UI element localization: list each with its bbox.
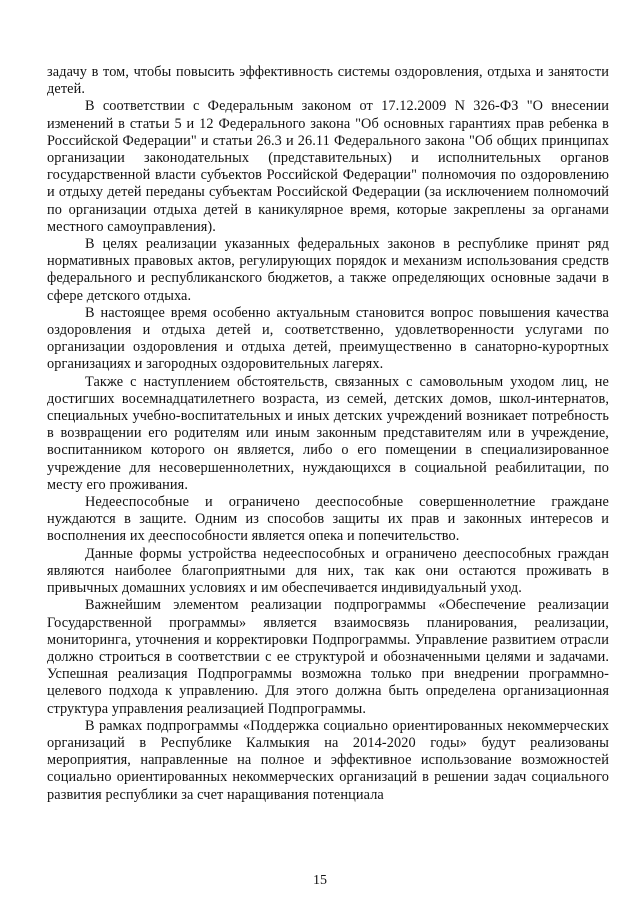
- paragraph-7: Данные формы устройства недееспособных и ограничено дееспособных граждан являются наиболее благоприятными для них, так как они остаются проживать в привычных домашних условиях и им обеспечивается индивидуальный уход.: [47, 545, 609, 597]
- paragraph-4: В настоящее время особенно актуальным становится вопрос повышения качества оздоровления и отдыха детей и, соответственно, удовлетворенности услугами по организации оздоровления и отдыха детей, преимущественно в санаторно-курортных организациях и загородных оздоровительных лагерях.: [47, 304, 609, 373]
- paragraph-2: В соответствии с Федеральным законом от 17.12.2009 N 326-ФЗ "О внесении изменений в статьи 5 и 12 Федерального закона "Об основных гарантиях прав ребенка в Российской Федерации" и статьи 26.3 и 26.11 Федерального закона "Об общих принципах организации законодательных (представительных) и исполнительных органов государственной власти субъектов Российской Федерации" полномочия по оздоровлению и отдыху детей переданы субъектам Российской Федерации (за исключением полномочий по организации отдыха детей в каникулярное время, которые закреплены за органами местного самоуправления).: [47, 98, 609, 235]
- paragraph-8: Важнейшим элементом реализации подпрограммы «Обеспечение реализации Государственной программы» является взаимосвязь планирования, реализации, мониторинга, уточнения и корректировки Подпрограммы. Управление развитием отрасли должно строиться в соответствии с ее структурой и обозначенными целями и задачами. Успешная реализация Подпрограммы возможна только при внедрении программно-целевого подхода к управлению. Для этого должна быть определена организационная структура управления реализацией Подпрограммы.: [47, 597, 609, 717]
- page-number: 15: [313, 873, 327, 888]
- paragraph-9: В рамках подпрограммы «Поддержка социально ориентированных некоммерческих организаций в Республике Калмыкия на 2014-2020 годы» будут реализованы мероприятия, направленные на полное и эффективное использование возможностей социально ориентированных некоммерческих организаций в решении задач социального развития республики за счет наращивания потенциала: [47, 717, 609, 803]
- document-body: [47, 64, 609, 804]
- paragraph-1: задачу в том, чтобы повысить эффективность системы оздоровления, отдыха и занятости детей.: [47, 64, 609, 98]
- paragraph-6: Недееспособные и ограничено дееспособные совершеннолетние граждане нуждаются в защите. Одним из способов защиты их прав и законных интересов и восполнения их дееспособности является опека и попечительство.: [47, 494, 609, 545]
- paragraph-5: Также с наступлением обстоятельств, связанных с самовольным уходом лиц, не достигших восемнадцатилетнего возраста, из семей, детских домов, школ-интернатов, специальных учебно-воспитательных и иных детских учреждений возникает потребность в возвращении его родителям или иным законным представителям или в учреждение, воспитанником которого он является, либо о его помещении в специализированное учреждение для несовершеннолетних, нуждающихся в социальной реабилитации, по месту его проживания.: [47, 373, 609, 493]
- paragraph-3: В целях реализации указанных федеральных законов в республике принят ряд нормативных правовых актов, регулирующих порядок и механизм использования средств федерального и республиканского бюджетов, а также определяющих основные задачи в сфере детского отдыха.: [47, 236, 609, 304]
